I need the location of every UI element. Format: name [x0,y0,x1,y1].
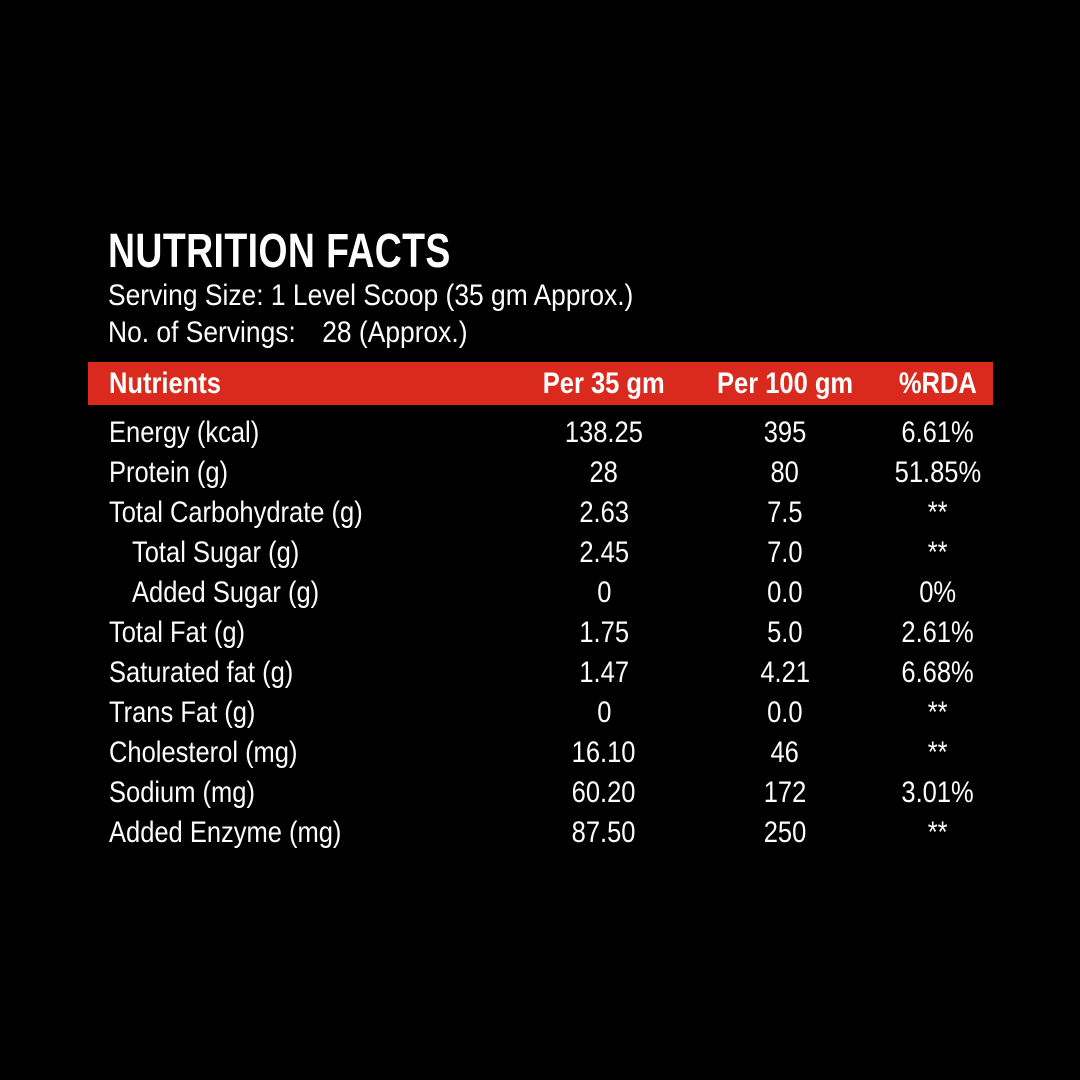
per-35gm-value: 0 [596,576,612,609]
per-35gm-cell [521,653,687,693]
nutrient-name: Energy (kcal) [109,416,260,449]
per-35gm-value: 1.75 [579,616,629,649]
per-100gm-value: 172 [763,776,807,809]
rda-cell [883,533,993,573]
nutrient-row [88,533,993,573]
nutrient-row [88,733,993,773]
per-35gm-value: 2.45 [579,536,629,569]
servings-line [108,315,467,351]
rda-cell [883,693,993,733]
per-100gm-value: 0.0 [767,696,803,729]
rda-value: ** [928,816,948,849]
per-100gm-value: 80 [770,456,800,489]
per-100gm-cell [687,453,883,493]
nutrient-row [88,613,993,653]
per-100gm-value: 46 [770,736,800,769]
nutrient-name-cell [88,773,521,813]
rda-value: ** [928,696,948,729]
per-35gm-value: 16.10 [572,736,636,769]
per-100gm-cell [687,573,883,613]
per-100gm-value: 0.0 [767,576,803,609]
nutrient-name-cell [88,613,521,653]
per-100gm-cell [687,413,883,453]
rda-value: 6.68% [901,656,975,689]
per-100gm-cell [687,693,883,733]
rda-cell [883,613,993,653]
nutrient-name-cell [88,693,521,733]
nutrient-row [88,653,993,693]
nutrition-table [88,362,993,853]
rda-cell [883,773,993,813]
per-35gm-value: 138.25 [564,416,643,449]
per-100gm-value: 7.0 [767,536,803,569]
servings-value: 28 (Approx.) [322,316,468,349]
rda-cell [883,453,993,493]
rda-value: 51.85% [894,456,982,489]
nutrient-name: Cholesterol (mg) [109,736,298,769]
nutrient-name: Total Fat (g) [109,616,246,649]
nutrient-name: Total Sugar (g) [132,536,300,569]
table-header-row [88,362,993,405]
nutrient-row [88,773,993,813]
rda-value: 2.61% [901,616,975,649]
nutrition-table-body [88,413,993,853]
per-100gm-value: 5.0 [767,616,803,649]
per-100gm-cell [687,493,883,533]
rda-cell [883,733,993,773]
per-35gm-cell [521,573,687,613]
per-35gm-cell [521,453,687,493]
nutrition-facts-title: NUTRITION FACTS [108,225,451,278]
per-35gm-cell [521,413,687,453]
nutrient-name-cell [88,733,521,773]
per-100gm-cell [687,533,883,573]
rda-value: ** [928,736,948,769]
column-header-rda-label: %RDA [899,367,977,400]
servings-label: No. of Servings: [108,316,296,349]
per-100gm-cell [687,773,883,813]
rda-value: 6.61% [901,416,975,449]
per-35gm-cell [521,773,687,813]
column-header-per-100gm-label: Per 100 gm [716,367,854,400]
per-35gm-value: 1.47 [579,656,629,689]
nutrient-row [88,693,993,733]
per-35gm-cell [521,613,687,653]
column-header-per-100gm [687,362,883,405]
nutrient-name-cell [88,413,521,453]
nutrient-name-cell [88,653,521,693]
nutrient-name: Added Sugar (g) [132,576,320,609]
rda-value: 0% [919,576,957,609]
per-100gm-cell [687,733,883,773]
nutrient-name: Added Enzyme (mg) [109,816,342,849]
per-35gm-cell [521,533,687,573]
column-header-nutrients [88,362,521,405]
per-100gm-value: 4.21 [760,656,810,689]
rda-cell [883,653,993,693]
nutrient-name: Sodium (mg) [109,776,255,809]
nutrient-row [88,813,993,853]
rda-value: ** [928,496,948,529]
column-header-nutrients-label: Nutrients [109,367,221,400]
per-100gm-value: 395 [763,416,807,449]
rda-cell [883,573,993,613]
column-header-rda [883,362,993,405]
nutrient-name: Protein (g) [109,456,229,489]
nutrient-row [88,413,993,453]
per-35gm-value: 0 [596,696,612,729]
per-35gm-value: 28 [589,456,619,489]
rda-cell [883,813,993,853]
per-35gm-value: 87.50 [572,816,636,849]
per-35gm-cell [521,813,687,853]
per-35gm-value: 2.63 [579,496,629,529]
nutrient-name-cell [88,813,521,853]
nutrient-name-cell [88,533,521,573]
column-header-per-35gm-label: Per 35 gm [543,367,665,400]
per-35gm-value: 60.20 [572,776,636,809]
nutrient-name-cell [88,573,521,613]
nutrient-name: Saturated fat (g) [109,656,294,689]
serving-size-line: Serving Size: 1 Level Scoop (35 gm Approx.) [108,279,634,312]
per-100gm-cell [687,813,883,853]
rda-value: 3.01% [901,776,975,809]
nutrient-row [88,493,993,533]
rda-cell [883,493,993,533]
nutrient-name-cell [88,453,521,493]
rda-value: ** [928,536,948,569]
nutrient-row [88,453,993,493]
column-header-per-35gm [521,362,687,405]
nutrient-row [88,573,993,613]
per-35gm-cell [521,733,687,773]
per-100gm-value: 7.5 [767,496,803,529]
rda-cell [883,413,993,453]
per-35gm-cell [521,693,687,733]
nutrient-name: Trans Fat (g) [109,696,256,729]
per-100gm-value: 250 [763,816,807,849]
nutrient-name-cell [88,493,521,533]
per-100gm-cell [687,613,883,653]
per-100gm-cell [687,653,883,693]
per-35gm-cell [521,493,687,533]
nutrient-name: Total Carbohydrate (g) [109,496,363,529]
